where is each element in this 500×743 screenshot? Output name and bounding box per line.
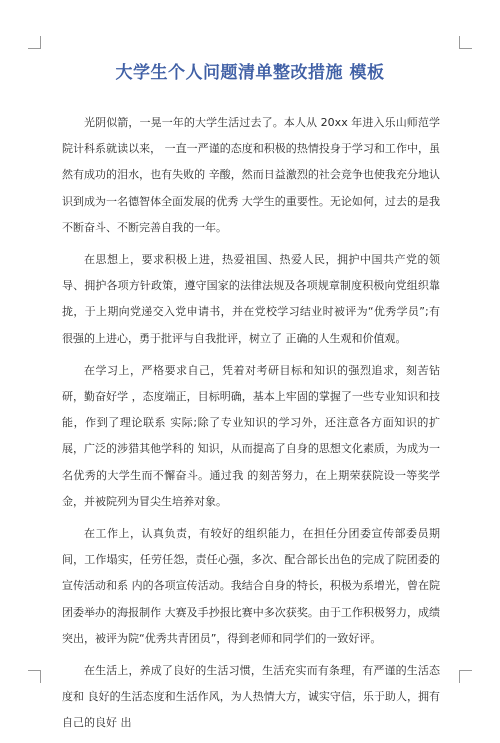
corner-mark-top-right xyxy=(459,36,472,49)
document-body xyxy=(62,110,440,743)
paragraph-study: 在学习上，严格要求自己，凭着对考研目标和知识的强烈追求，刻苦钻研，勤奋好学 ，态度端正，目标明确，基本上牢固的掌握了一些专业知识和技能，作到了理论联系 实际;除了专业知识的学习外，还注意各方面知识的扩展，广泛的涉猎其他学科的 知识，从而提高了自身的思想文化素质，为成为一名优秀的大学生而不懈奋斗。通过我 的刻苦努力，在上期荣获院设一等奖学金，并被院列为冒尖生培养对象。 xyxy=(62,363,440,508)
paragraph-thought: 在思想上，要求积极上进，热爱祖国、热爱人民，拥护中国共产党的领导、拥护各项方针政策，遵守国家的法律法规及各项规章制度积极向党组织靠拢，于上期向党递交入党申请书，并在党校学习结业时被评为“优秀学员”;有很强的上进心，勇于批评与自我批评，树立了 正确的人生观和价值观。 xyxy=(62,253,440,345)
document-title: 大学生个人问题清单整改措施 模板 xyxy=(115,63,385,83)
corner-mark-bottom-left xyxy=(28,670,41,683)
corner-mark-top-left xyxy=(28,36,41,49)
corner-mark-bottom-right xyxy=(459,670,472,683)
paragraph-life: 在生活上，养成了良好的生活习惯，生活充实而有条理，有严谨的生活态度和 良好的生活态度和生活作风，为人热情大方，诚实守信，乐于助人，拥有自己的良好 出 xyxy=(62,664,440,730)
paragraph-work: 在工作上，认真负责，有较好的组织能力，在担任分团委宣传部委员期间，工作塌实，任劳任怨，责任心强，多次、配合部长出色的完成了院团委的宣传活动和系 内的各项宣传活动。我结合自身的特长，积极为系增光，曾在院团委举办的海报制作 大赛及手抄报比赛中多次获奖。由于工作积极努力，成绩突出，被评为院“优秀共青团员”，得到老师和同学们的一致好评。 xyxy=(62,527,440,645)
paragraph-intro: 光阴似箭，一晃一年的大学生活过去了。本人从 20xx 年进入乐山师范学院计科系就读以来， 一直一严谨的态度和积极的热情投身于学习和工作中，虽然有成功的泪水，也有失败的 辛酸，然而日益激烈的社会竞争也使我充分地认识到成为一名德智体全面发展的优秀 大学生的重要性。无论如何，过去的是我不断奋斗、不断完善自我的一年。 xyxy=(62,116,440,234)
